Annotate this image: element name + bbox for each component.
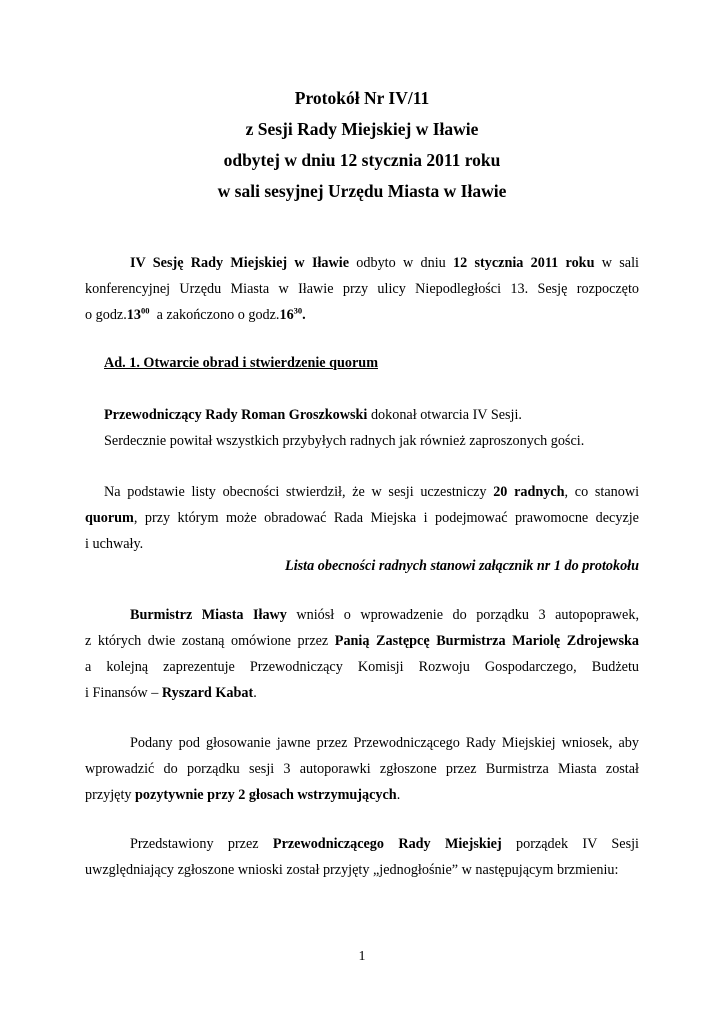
intro-line-1: IV Sesję Rady Miejskiej w Iławie odbyto w dniu 12 stycznia 2011 roku w sali [130, 255, 639, 271]
attendance-note: Lista obecności radnych stanowi załącznik nr 1 do protokołu [285, 558, 639, 574]
title-line-4: w sali sesyjnej Urzędu Miasta w Iławie [217, 181, 507, 201]
deputy-mayor-name: Panią Zastępcę Burmistrza Mariolę Zdrojewska [334, 633, 639, 649]
councillor-count: 20 radnych [493, 484, 565, 500]
vote-line-3: przyjęty pozytywnie przy 2 głosach wstrzymujących. [85, 787, 401, 803]
section-heading: Ad. 1. Otwarcie obrad i stwierdzenie quorum [104, 355, 379, 371]
document-title [0, 83, 724, 207]
mayor-title: Burmistrz Miasta Iławy [130, 607, 287, 623]
chairman-reference: Przewodniczącego Rady Miejskiej [272, 836, 502, 852]
quorum-line-2: quorum, przy którym może obradować Rada Miejska i podejmować prawomocne decyzje [85, 510, 639, 526]
agenda-line-1: Przedstawiony przez Przewodniczącego Rady Miejskiej porządek IV Sesji [130, 836, 639, 852]
title-line-3: odbytej w dniu 12 stycznia 2011 roku [223, 150, 501, 170]
mayor-line-1: Burmistrz Miasta Iławy wniósł o wprowadzenie do porządku 3 autopoprawek, [130, 607, 639, 623]
mayor-line-3: a kolejną zaprezentuje Przewodniczący Komisji Rozwoju Gospodarczego, Budżetu [85, 659, 639, 675]
mayor-line-4: i Finansów – Ryszard Kabat. [85, 685, 257, 701]
vote-line-1: Podany pod głosowanie jawne przez Przewodniczącego Rady Miejskiej wniosek, aby [130, 735, 639, 751]
opening-line-2: Serdecznie powitał wszystkich przybyłych radnych jak również zaproszonych gości. [104, 433, 585, 449]
committee-chair-name: Ryszard Kabat [161, 685, 254, 701]
vote-result: pozytywnie przy 2 głosach wstrzymujących [135, 787, 397, 803]
vote-line-2: wprowadzić do porządku sesji 3 autoporawki zgłoszone przez Burmistrza Miasta został [85, 761, 639, 777]
agenda-line-2: uwzględniający zgłoszone wnioski został przyjęty „jednogłośnie” w następującym brzmieniu: [85, 862, 619, 878]
start-time: $13^{00}$ [126, 305, 150, 323]
opening-line-1: Przewodniczący Rady Roman Groszkowski dokonał otwarcia IV Sesji. [104, 407, 522, 423]
quorum-line-1: Na podstawie listy obecności stwierdził, że w sesji uczestniczy 20 radnych, co stanowi [104, 484, 640, 500]
title-line-1: Protokół Nr IV/11 [294, 88, 430, 108]
title-line-2: z Sesji Rady Miejskiej w Iławie [245, 119, 479, 139]
intro-line-3: o $godz.13^{00}$ a zakończono o $godz.16^{30}$. [85, 305, 306, 323]
intro-line-2: konferencyjnej Urzędu Miasta w Iławie przy ulicy Niepodległości 13. Sesję rozpoczęto [85, 281, 639, 297]
end-time: $16^{30}$. [279, 305, 306, 323]
session-name: IV Sesję Rady Miejskiej w Iławie [130, 255, 350, 271]
mayor-line-2: z których dwie zostaną omówione przez Panią Zastępcę Burmistrza Mariolę Zdrojewska [85, 633, 639, 649]
quorum-line-3: i uchwały. [85, 536, 144, 552]
session-date: 12 stycznia 2011 roku [453, 255, 595, 271]
chairman-name: Przewodniczący Rady Roman Groszkowski [104, 407, 368, 423]
page-number: 1 [358, 949, 366, 964]
